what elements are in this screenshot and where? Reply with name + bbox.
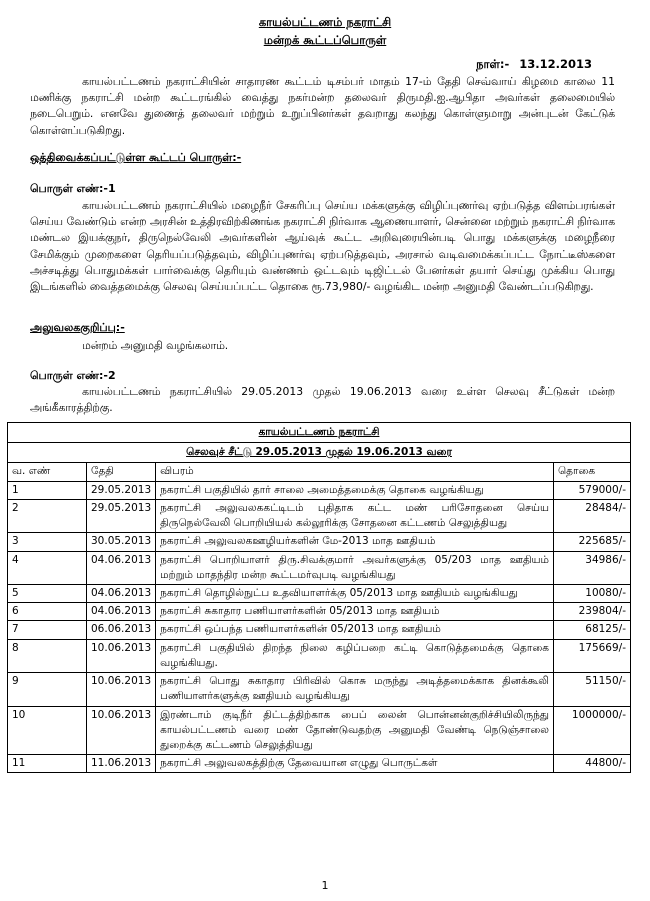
row-description: இரண்டாம் குடிநீர் திட்டத்திற்காக பைப் லைன் பொன்னன்குறிச்சியிலிருந்து காயல்பட்டணம் வரை மண் தோண்டுவதற்கு அனுமதி வேண்டி நெடுஞ்சாலை துறைக்கு கட்டணம் செலுத்தியது: [156, 706, 554, 755]
row-amount: 34986/-: [554, 551, 631, 584]
row-date: 11.06.2013: [87, 755, 156, 773]
row-description: நகராட்சி தொழில்நுட்ப உதவியாளர்க்கு 05/2013 மாத ஊதியம் வழங்கியது: [156, 584, 554, 602]
office-note-heading: அலுவலககுறிப்பு:-: [30, 321, 125, 334]
table-row: [8, 621, 631, 639]
municipality-title: காயல்பட்டணம் நகராட்சி: [258, 15, 392, 29]
row-serial-no: 6: [8, 603, 87, 621]
row-description: நகராட்சி பகுதியில் தார் சாலை அமைத்தமைக்கு தொகை வழங்கியது: [156, 481, 554, 499]
table-title: காயல்பட்டணம் நகராட்சி: [8, 423, 631, 443]
row-amount: 1000000/-: [554, 706, 631, 755]
row-serial-no: 5: [8, 584, 87, 602]
row-amount: 51150/-: [554, 673, 631, 706]
table-subtitle: செலவுச் சீட்டு 29.05.2013 முதல் 19.06.2013 வரை: [8, 443, 631, 463]
row-description: நகராட்சி பொது சுகாதார பிரிவில் கொசு மருந்து அடித்தமைக்காக தினக்கூலி பணியாளர்களுக்கு ஊதியம் வழங்கியது: [156, 673, 554, 706]
row-date: 29.05.2013: [87, 481, 156, 499]
row-amount: 10080/-: [554, 584, 631, 602]
office-note-text: மன்றம் அனுமதி வழங்கலாம்.: [82, 339, 229, 352]
row-description: நகராட்சி அலுவலகத்திற்கு தேவையான எழுது பொருட்கள்: [156, 755, 554, 773]
row-serial-no: 1: [8, 481, 87, 499]
row-serial-no: 7: [8, 621, 87, 639]
row-serial-no: 10: [8, 706, 87, 755]
table-row: [8, 481, 631, 499]
agenda-heading: ஒத்திவைக்கப்பட்டுள்ள கூட்டப் பொருள்:-: [30, 151, 242, 164]
row-amount: 239804/-: [554, 603, 631, 621]
table-row: [8, 755, 631, 773]
date-line: [476, 56, 592, 73]
row-date: 04.06.2013: [87, 551, 156, 584]
row-date: 10.06.2013: [87, 673, 156, 706]
subject-1-text: காயல்பட்டணம் நகராட்சியில் மழைநீர் சேகரிப்பு செய்ய மக்களுக்கு விழிப்புணர்வு ஏற்படுத்த விளம்பரங்கள் செய்ய வேண்டும் என்ற அரசின் உத்திரவிற்கிணங்க நகராட்சி நிர்வாக ஆணையாளர், சென்னை மற்றும் நகராட்சி நிர்வாக மண்டல இயக்குநர், திருநெல்வேலி அவர்களின் ஆய்வுக் கூட்ட அறிவுரையின்படி பொது மக்களுக்கு மழைநீரை சேமிக்கும் முறைகளை தெரியப்படுத்தவும், விழிப்புணர்வு ஏற்படுத்தவும், அரசால் வடிவமைக்கப்பட்ட நோட்டீஸ்களை அச்சடித்து பொதுமக்கள் பார்வைக்கு தெரியும் வண்ணம் ஒட்டவும் டிஜிட்டல் பேனர்கள் தயார் செய்து முக்கிய பொது இடங்களில் வைத்தமைக்கு செலவு செய்யப்பட்ட தொகை ரூ.73,980/- வழங்கிட மன்ற அனுமதி வேண்டப்படுகிறது.: [30, 199, 615, 293]
row-date: 30.05.2013: [87, 533, 156, 551]
row-date: 04.06.2013: [87, 603, 156, 621]
row-serial-no: 2: [8, 499, 87, 532]
row-description: நகராட்சி பகுதியில் திறந்த நிலை கழிப்பறை கட்டி கொடுத்தமைக்கு தொகை வழங்கியது.: [156, 639, 554, 672]
row-description: நகராட்சி சுகாதார பணியாளர்களின் 05/2013 மாத ஊதியம்: [156, 603, 554, 621]
row-serial-no: 9: [8, 673, 87, 706]
row-date: 10.06.2013: [87, 706, 156, 755]
row-date: 29.05.2013: [87, 499, 156, 532]
row-serial-no: 3: [8, 533, 87, 551]
header-amount: தொகை: [554, 463, 631, 481]
subject-2-label: பொருள் எண்:-2: [30, 369, 116, 382]
subject-2-text: காயல்பட்டணம் நகராட்சியில் 29.05.2013 முதல் 19.06.2013 வரை உள்ள செலவு சீட்டுகள் மன்ற அங்கீகாரத்திற்கு.: [30, 385, 615, 415]
table-header-row: [8, 463, 631, 481]
row-serial-no: 4: [8, 551, 87, 584]
row-amount: 175669/-: [554, 639, 631, 672]
row-amount: 44800/-: [554, 755, 631, 773]
row-amount: 28484/-: [554, 499, 631, 532]
header-date: தேதி: [87, 463, 156, 481]
row-description: நகராட்சி அலுவலககட்டிடம் புதிதாக கட்ட மண் பரிசோதனை செய்ய திருநெல்வேலி பொறியியல் கல்லூரிக்கு சோதனை கட்டணம் செலுத்தியது: [156, 499, 554, 532]
header-serial-no: வ. எண்: [8, 463, 87, 481]
header-description: விபரம்: [156, 463, 554, 481]
row-amount: 225685/-: [554, 533, 631, 551]
date-value: 13.12.2013: [519, 57, 592, 71]
row-amount: 579000/-: [554, 481, 631, 499]
intro-paragraph: காயல்பட்டணம் நகராட்சியின் சாதாரண கூட்டம் டிசம்பர் மாதம் 17-ம் தேதி செவ்வாய் கிழமை காலை 11 மணிக்கு நகராட்சி மன்ற கூட்டரங்கில் வைத்து நகர்மன்ற தலைவர் திருமதி.ஐ.ஆபிதா அவர்கள் தலைமையில் நடைபெறும். எனவே துணைத் தலைவர் மற்றும் உறுப்பினர்கள் தவறாது கலந்து கொள்ளுமாறு அன்புடன் கேட்டுக் கொள்ளப்படுகிறது.: [30, 75, 615, 137]
table-row: [8, 706, 631, 755]
council-agenda-subtitle: மன்றக் கூட்டப்பொருள்: [263, 33, 387, 47]
table-row: [8, 639, 631, 672]
row-amount: 68125/-: [554, 621, 631, 639]
expense-table: [7, 422, 631, 773]
row-date: 04.06.2013: [87, 584, 156, 602]
row-serial-no: 8: [8, 639, 87, 672]
row-date: 06.06.2013: [87, 621, 156, 639]
date-label: நாள்:-: [476, 57, 510, 71]
row-description: நகராட்சி ஒப்பந்த பணியாளர்களின் 05/2013 மாத ஊதியம்: [156, 621, 554, 639]
table-row: [8, 603, 631, 621]
table-row: [8, 551, 631, 584]
table-subtitle-row: [8, 443, 631, 463]
page-number: 1: [321, 879, 329, 892]
table-title-row: [8, 423, 631, 443]
table-row: [8, 533, 631, 551]
table-row: [8, 673, 631, 706]
row-date: 10.06.2013: [87, 639, 156, 672]
row-description: நகராட்சி அலுவலகஊழியர்களின் மே-2013 மாத ஊதியம்: [156, 533, 554, 551]
row-serial-no: 11: [8, 755, 87, 773]
row-description: நகராட்சி பொறியாளர் திரு.சிவக்குமார் அவர்களுக்கு 05/203 மாத ஊதியம் மற்றும் மாதந்திர மன்ற கூட்டமர்வுபடி வழங்கியது: [156, 551, 554, 584]
subject-1-label: பொருள் எண்:-1: [30, 182, 116, 195]
table-row: [8, 499, 631, 532]
table-row: [8, 584, 631, 602]
